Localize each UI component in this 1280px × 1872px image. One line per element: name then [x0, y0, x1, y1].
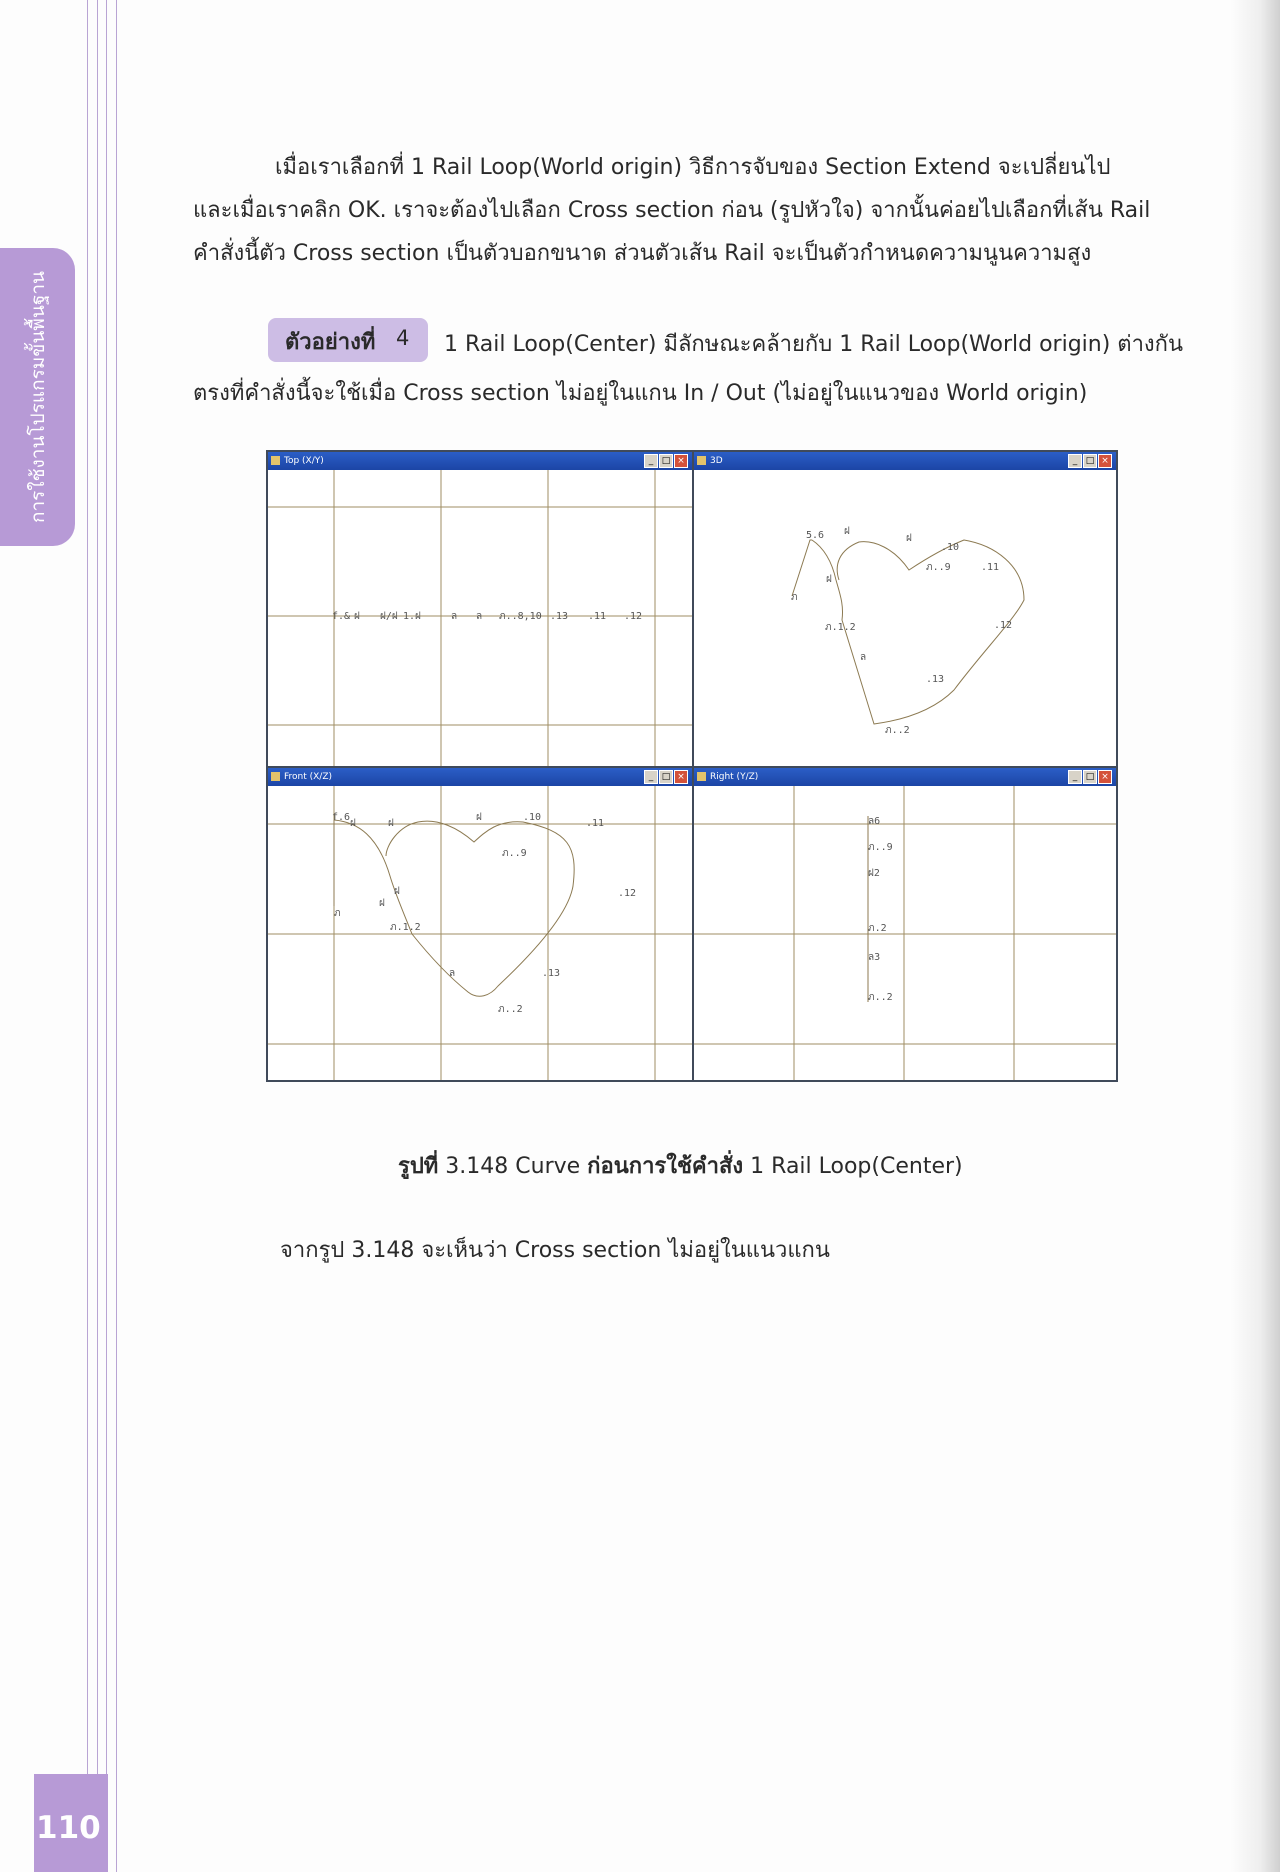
svg-text:ฝ: ฝ: [388, 818, 394, 829]
viewport-canvas[interactable]: [268, 786, 692, 1080]
svg-text:f.&: f.&: [332, 611, 351, 622]
example-text-cont: ตรงที่คำสั่งนี้จะใช้เมื่อ Cross section ไม่อยู่ในแกน In / Out (ไม่อยู่ในแนวของ World origin): [193, 381, 1088, 406]
caption-bold-2: ก่อนการใช้คำสั่ง: [587, 1154, 744, 1179]
svg-text:.11: .11: [981, 562, 1000, 573]
svg-text:ฝ: ฝ: [906, 533, 912, 544]
paragraph-line: คำสั่งนี้ตัว Cross section เป็นตัวบอกขนาด ส่วนตัวเส้น Rail จะเป็นตัวกำหนดความนูนความสูง: [193, 241, 1092, 266]
svg-text:ล: ล: [476, 611, 483, 622]
svg-text:ฝ: ฝ: [844, 526, 850, 537]
svg-text:5.6: 5.6: [806, 530, 825, 541]
example-number: 4: [396, 326, 410, 350]
svg-text:.12: .12: [994, 620, 1013, 631]
svg-text:ฝ/ฝ: ฝ/ฝ: [380, 611, 398, 622]
margin-rule: [97, 0, 98, 1872]
viewport-3d: [692, 450, 1118, 768]
svg-text:f.6: f.6: [332, 812, 351, 823]
page-edge-shadow: [1230, 0, 1280, 1872]
svg-text:ฝ: ฝ: [379, 898, 385, 909]
margin-rule: [116, 0, 117, 1872]
page-number: 110: [36, 1810, 101, 1846]
svg-text:.10: .10: [523, 812, 542, 823]
paragraph-line: เมื่อเราเลือกที่ 1 Rail Loop(World origin) วิธีการจับของ Section Extend จะเปลี่ยนไป: [275, 155, 1111, 180]
minimize-button[interactable]: _: [644, 770, 658, 784]
svg-text:ภ..9: ภ..9: [868, 842, 893, 853]
svg-text:.11: .11: [586, 818, 605, 829]
svg-text:ภ: ภ: [791, 592, 798, 603]
app-icon: [271, 456, 280, 465]
svg-text:ฝ2: ฝ2: [868, 868, 880, 879]
svg-text:.10: .10: [941, 542, 960, 553]
close-button[interactable]: ×: [1098, 770, 1112, 784]
maximize-button[interactable]: □: [1083, 770, 1097, 784]
caption-text-2: 1 Rail Loop(Center): [743, 1154, 963, 1179]
maximize-button[interactable]: □: [1083, 454, 1097, 468]
app-icon: [697, 772, 706, 781]
minimize-button[interactable]: _: [1068, 770, 1082, 784]
margin-rule: [106, 0, 107, 1872]
svg-text:ฝ: ฝ: [350, 818, 356, 829]
svg-text:ภ..2: ภ..2: [885, 725, 910, 736]
viewport-titlebar: [694, 452, 1116, 470]
app-icon: [271, 772, 280, 781]
svg-text:ล6: ล6: [868, 816, 881, 827]
svg-text:ภ: ภ: [334, 908, 341, 919]
svg-text:ฝ: ฝ: [354, 611, 360, 622]
paragraph-line: และเมื่อเราคลิก OK. เราจะต้องไปเลือก Cross section ก่อน (รูปหัวใจ) จากนั้นค่อยไปเลือกที่เส้น Rail: [193, 198, 1151, 223]
viewport-front: [266, 766, 694, 1082]
maximize-button[interactable]: □: [659, 454, 673, 468]
minimize-button[interactable]: _: [644, 454, 658, 468]
close-button[interactable]: ×: [1098, 454, 1112, 468]
svg-text:ภ.1.2: ภ.1.2: [825, 622, 856, 633]
viewport-canvas[interactable]: [268, 470, 692, 766]
svg-text:ฝ: ฝ: [826, 574, 832, 585]
svg-text:.12: .12: [618, 888, 637, 899]
example-label: ตัวอย่างที่: [285, 330, 376, 355]
closing-line: จากรูป 3.148 จะเห็นว่า Cross section ไม่อยู่ในแนวแกน: [280, 1238, 830, 1263]
viewport-top: [266, 450, 694, 768]
close-button[interactable]: ×: [674, 770, 688, 784]
svg-text:ล: ล: [451, 611, 458, 622]
svg-text:1.ฝ: 1.ฝ: [403, 611, 421, 622]
maximize-button[interactable]: □: [659, 770, 673, 784]
svg-text:ภ.1.2: ภ.1.2: [390, 922, 421, 933]
svg-text:ล: ล: [449, 968, 456, 979]
caption-text-1: 3.148 Curve: [438, 1154, 588, 1179]
svg-text:ภ..8,10: ภ..8,10: [499, 611, 542, 622]
viewport-titlebar: [694, 768, 1116, 786]
chapter-tab-label: การใช้งานโปรแกรมขั้นพื้นฐาน: [27, 270, 49, 524]
viewport-canvas[interactable]: [694, 470, 1116, 766]
svg-text:ภ..2: ภ..2: [498, 1004, 523, 1015]
margin-rule: [87, 0, 88, 1872]
svg-text:.13: .13: [926, 674, 945, 685]
svg-text:ฝ: ฝ: [394, 886, 400, 897]
svg-text:.13: .13: [550, 611, 569, 622]
viewport-title: Right (Y/Z): [710, 772, 759, 782]
viewport-title: 3D: [710, 456, 723, 466]
example-text: 1 Rail Loop(Center) มีลักษณะคล้ายกับ 1 Rail Loop(World origin) ต่างกัน: [444, 332, 1184, 357]
svg-text:ล: ล: [860, 652, 867, 663]
svg-text:ฝ: ฝ: [476, 812, 482, 823]
viewport-title: Top (X/Y): [284, 456, 324, 466]
caption-bold-1: รูปที่: [398, 1154, 439, 1179]
svg-text:.12: .12: [624, 611, 643, 622]
svg-text:ภ..9: ภ..9: [926, 562, 951, 573]
svg-text:ภ..2: ภ..2: [868, 992, 893, 1003]
svg-text:.11: .11: [588, 611, 607, 622]
viewport-title: Front (X/Z): [284, 772, 333, 782]
viewport-canvas[interactable]: [694, 786, 1116, 1080]
viewport-titlebar: [268, 452, 692, 470]
svg-text:.13: .13: [542, 968, 561, 979]
figure-caption: [398, 1148, 963, 1183]
svg-text:ภ.2: ภ.2: [868, 923, 887, 934]
app-icon: [697, 456, 706, 465]
svg-text:ภ..9: ภ..9: [502, 848, 527, 859]
viewport-right: [692, 766, 1118, 1082]
svg-text:ล3: ล3: [868, 952, 881, 963]
minimize-button[interactable]: _: [1068, 454, 1082, 468]
close-button[interactable]: ×: [674, 454, 688, 468]
viewport-titlebar: [268, 768, 692, 786]
